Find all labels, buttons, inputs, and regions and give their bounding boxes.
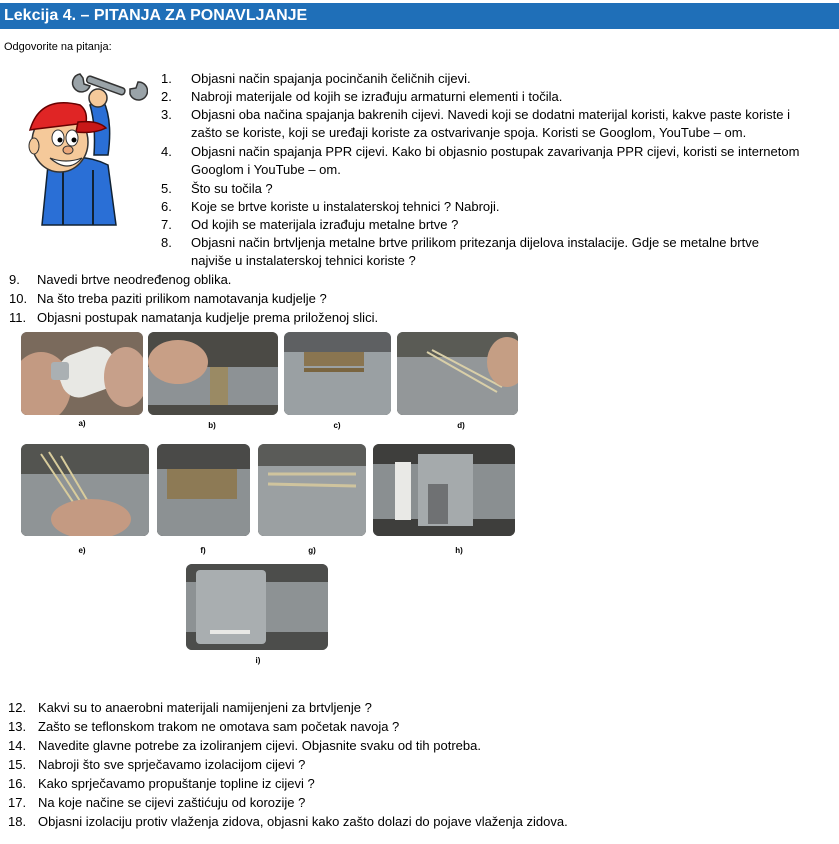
photo-caption: g) (308, 546, 316, 555)
plumber-mascot-illustration (8, 70, 148, 230)
photo-d-wrapping-hemp (397, 332, 518, 415)
question-text: Nabroji što sve sprječavamo izolacijom cijevi ? (38, 757, 306, 772)
question-text: Objasni način brtvljenja metalne brtve prilikom pritezanja dijelova instalacije. Gdje se metalne brtve (191, 235, 759, 250)
photo-caption: a) (78, 419, 86, 428)
question-number: 12. (8, 700, 27, 715)
question-text: Objasni oba načina spajanja bakrenih cijevi. Navedi koji se dodatni materijal koristi, kakve paste koriste i (191, 107, 791, 122)
wrench-icon (73, 74, 148, 100)
question-text: Navedite glavne potrebe za izoliranjem cijevi. Objasnite svaku od tih potreba. (38, 738, 481, 753)
question-number: 6. (161, 199, 172, 214)
question-number: 9. (9, 272, 20, 287)
question-item (8, 737, 708, 755)
question-text: Kakvi su to anaerobni materijali namijenjeni za brtvljenje ? (38, 700, 372, 715)
question-number: 14. (8, 738, 27, 753)
page-title: Lekcija 4. – PITANJA ZA PONAVLJANJE (0, 3, 839, 29)
photo-caption: b) (208, 421, 216, 430)
question-number: 16. (8, 776, 27, 791)
question-item (9, 309, 629, 327)
question-text: Nabroji materijale od kojih se izrađuju armaturni elementi i točila. (191, 89, 563, 104)
photo-caption: h) (455, 546, 463, 555)
question-item (161, 88, 831, 106)
question-text: Kako sprječavamo propuštanje topline iz cijevi ? (38, 776, 315, 791)
question-text: najviše u instalaterskoj tehnici koriste ? (191, 253, 416, 268)
photo-f-threaded-end (157, 444, 250, 536)
photo-caption: e) (78, 546, 86, 555)
photo-i-joined-pipes (186, 564, 328, 650)
photo-caption: d) (457, 421, 465, 430)
question-number: 3. (161, 107, 172, 122)
question-item (8, 813, 708, 831)
question-item (8, 756, 708, 774)
question-item (161, 106, 831, 142)
question-text: Na što treba paziti prilikom namotavanja kudjelje ? (37, 291, 327, 306)
question-number: 2. (161, 89, 172, 104)
question-number: 1. (161, 71, 172, 86)
question-item (161, 198, 831, 216)
photo-caption: f) (200, 546, 206, 555)
photo-b-hemp-on-thread (148, 332, 278, 415)
question-text: Navedi brtve neodređenog oblika. (37, 272, 232, 287)
question-text: zašto se koriste, koji se uređaji koriste za ostvarivanje spoja. Koristi se Googlom, YouTube – om. (191, 125, 747, 140)
intro-text: Odgovorite na pitanja: (4, 41, 112, 53)
question-text: Objasni postupak namatanja kudjelje prema priloženoj slici. (37, 310, 379, 325)
question-text: Što su točila ? (191, 181, 273, 196)
question-number: 13. (8, 719, 27, 734)
photo-caption: c) (333, 421, 341, 430)
question-item (161, 143, 831, 179)
question-item (161, 70, 831, 88)
question-item (161, 216, 831, 234)
question-number: 4. (161, 144, 172, 159)
question-text: Objasni način spajanja pocinčanih čeličnih cijevi. (191, 71, 471, 86)
question-text: Objasni izolaciju protiv vlaženja zidova, objasni kako zašto dolazi do pojave vlaženja zidova. (38, 814, 568, 829)
question-item (161, 180, 831, 198)
question-item (8, 794, 708, 812)
question-item (161, 234, 831, 270)
photo-c-pipe-thread (284, 332, 391, 415)
question-item (8, 699, 708, 717)
question-text: Zašto se teflonskom trakom ne omotava sam početak navoja ? (38, 719, 400, 734)
photo-a-paste-tube (21, 332, 143, 415)
question-number: 5. (161, 181, 172, 196)
question-text: Od kojih se materijala izrađuju metalne brtve ? (191, 217, 459, 232)
question-text: Na koje načine se cijevi zaštićuju od korozije ? (38, 795, 306, 810)
photo-caption: i) (255, 656, 261, 665)
photo-e-hemp-strands (21, 444, 149, 536)
photo-g-hemp-wound (258, 444, 366, 536)
question-number: 8. (161, 235, 172, 250)
question-number: 18. (8, 814, 27, 829)
question-item (9, 271, 629, 289)
question-number: 17. (8, 795, 27, 810)
question-item (9, 290, 629, 308)
question-number: 11. (9, 310, 27, 325)
question-number: 10. (9, 291, 28, 306)
question-text: Googlom i YouTube – om. (191, 162, 341, 177)
question-text: Objasni način spajanja PPR cijevi. Kako bi objasnio postupak zavarivanja PPR cijevi, koristi se internetom (191, 144, 800, 159)
question-text: Koje se brtve koriste u instalaterskoj tehnici ? Nabroji. (191, 199, 500, 214)
question-item (8, 775, 708, 793)
question-item (8, 718, 708, 736)
question-number: 15. (8, 757, 27, 772)
photo-h-fitting-screwed (373, 444, 515, 536)
question-number: 7. (161, 217, 172, 232)
